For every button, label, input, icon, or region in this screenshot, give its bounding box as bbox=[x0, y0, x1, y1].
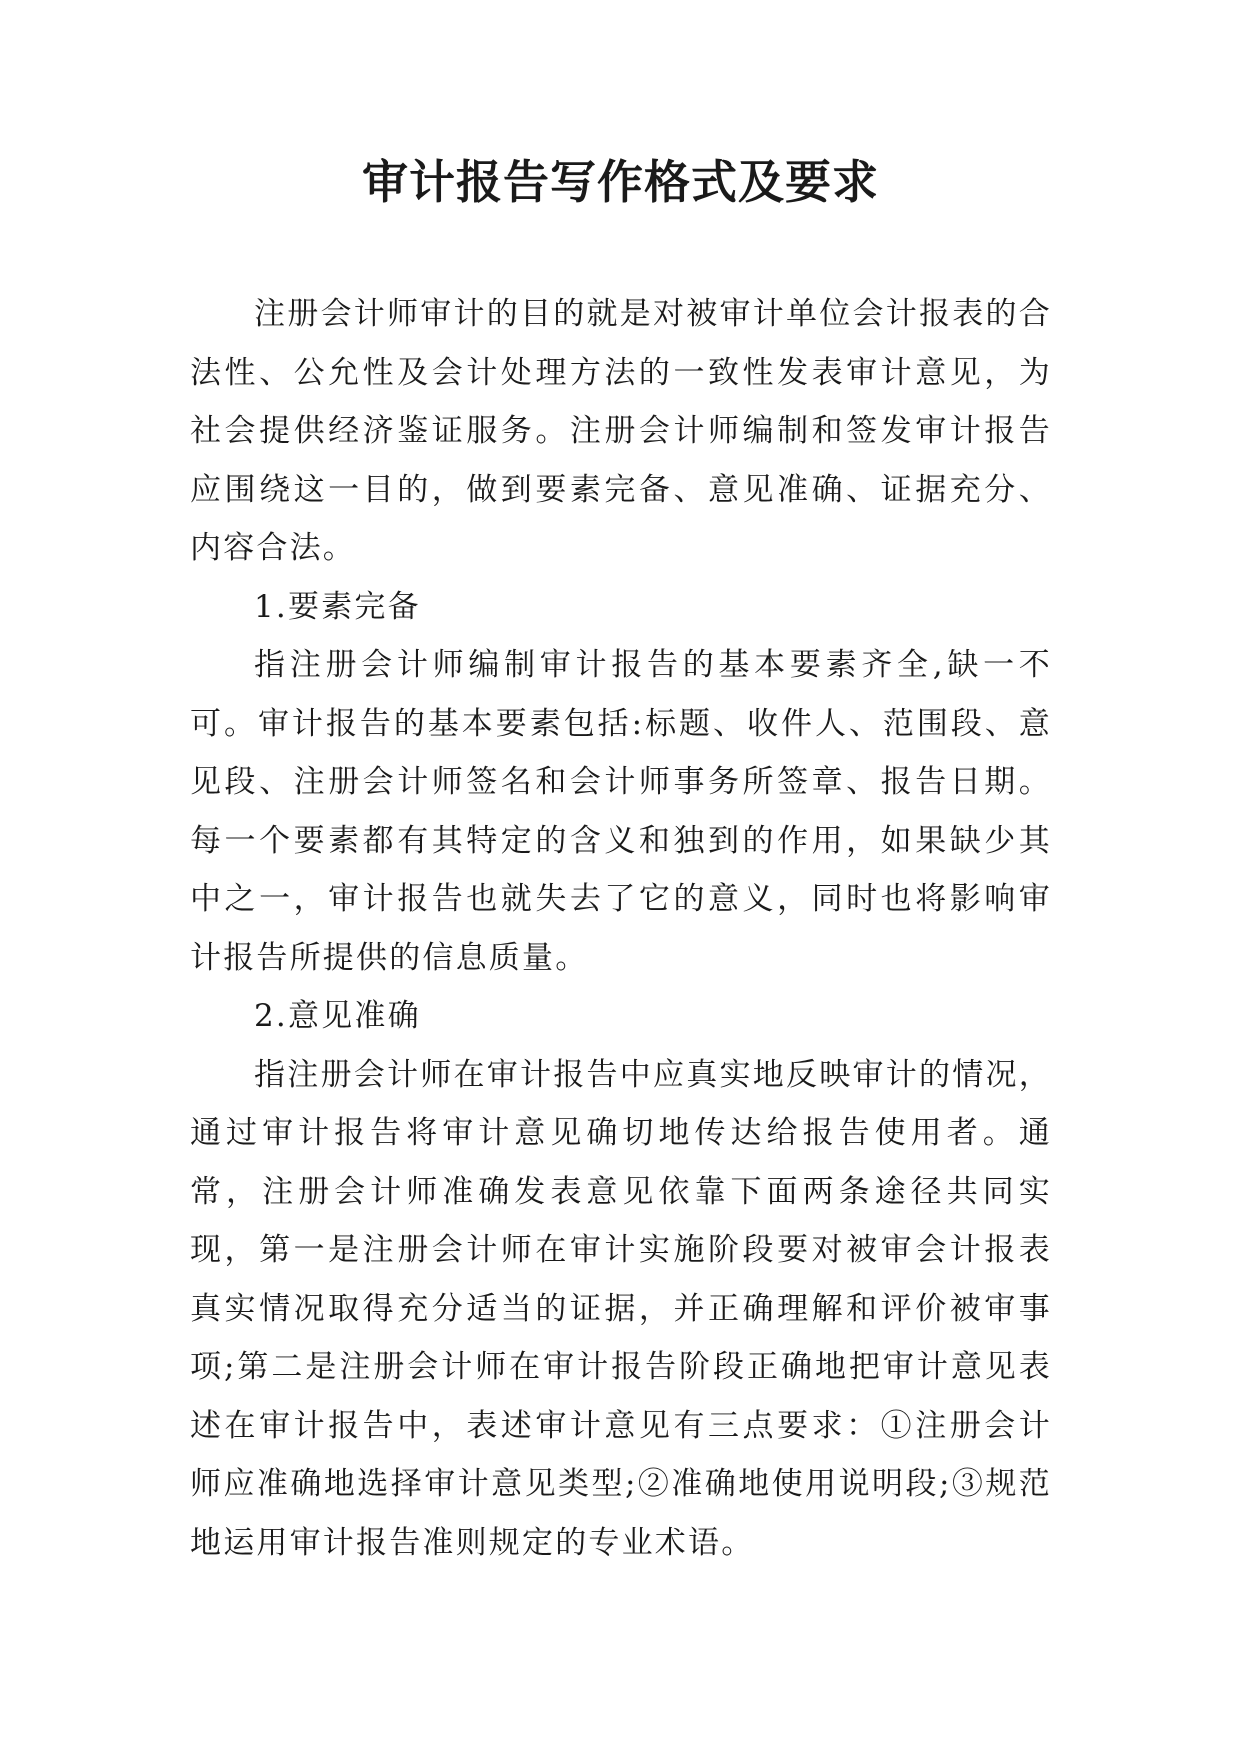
section-body-1: 指注册会计师编制审计报告的基本要素齐全,缺一不可。审计报告的基本要素包括:标题、收件人、范围段、意见段、注册会计师签名和会计师事务所签章、报告日期。每一个要素都有其特定的含义和独到的作用，如果缺少其中之一，审计报告也就失去了它的意义，同时也将影响审计报告所提供的信息质量。 bbox=[190, 647, 1052, 976]
section-body-2: 指注册会计师在审计报告中应真实地反映审计的情况，通过审计报告将审计意见确切地传达给报告使用者。通常，注册会计师准确发表意见依靠下面两条途径共同实现，第一是注册会计师在审计实施阶段要对被审会计报表真实情况取得充分适当的证据，并正确理解和评价被审事项;第二是注册会计师在审计报告阶段正确地把审计意见表述在审计报告中，表述审计意见有三点要求：①注册会计师应准确地选择审计意见类型;②准确地使用说明段;③规范地运用审计报告准则规定的专业术语。 bbox=[190, 1056, 1052, 1561]
intro-paragraph: 注册会计师审计的目的就是对被审计单位会计报表的合法性、公允性及会计处理方法的一致性发表审计意见，为社会提供经济鉴证服务。注册会计师编制和签发审计报告应围绕这一目的，做到要素完备、意见准确、证据充分、内容合法。 bbox=[190, 296, 1052, 566]
document-body bbox=[190, 285, 1052, 1572]
section-heading-1: 1.要素完备 bbox=[254, 588, 421, 625]
section-heading-2: 2.意见准确 bbox=[254, 998, 421, 1034]
document-title: 审计报告写作格式及要求 bbox=[362, 155, 879, 209]
